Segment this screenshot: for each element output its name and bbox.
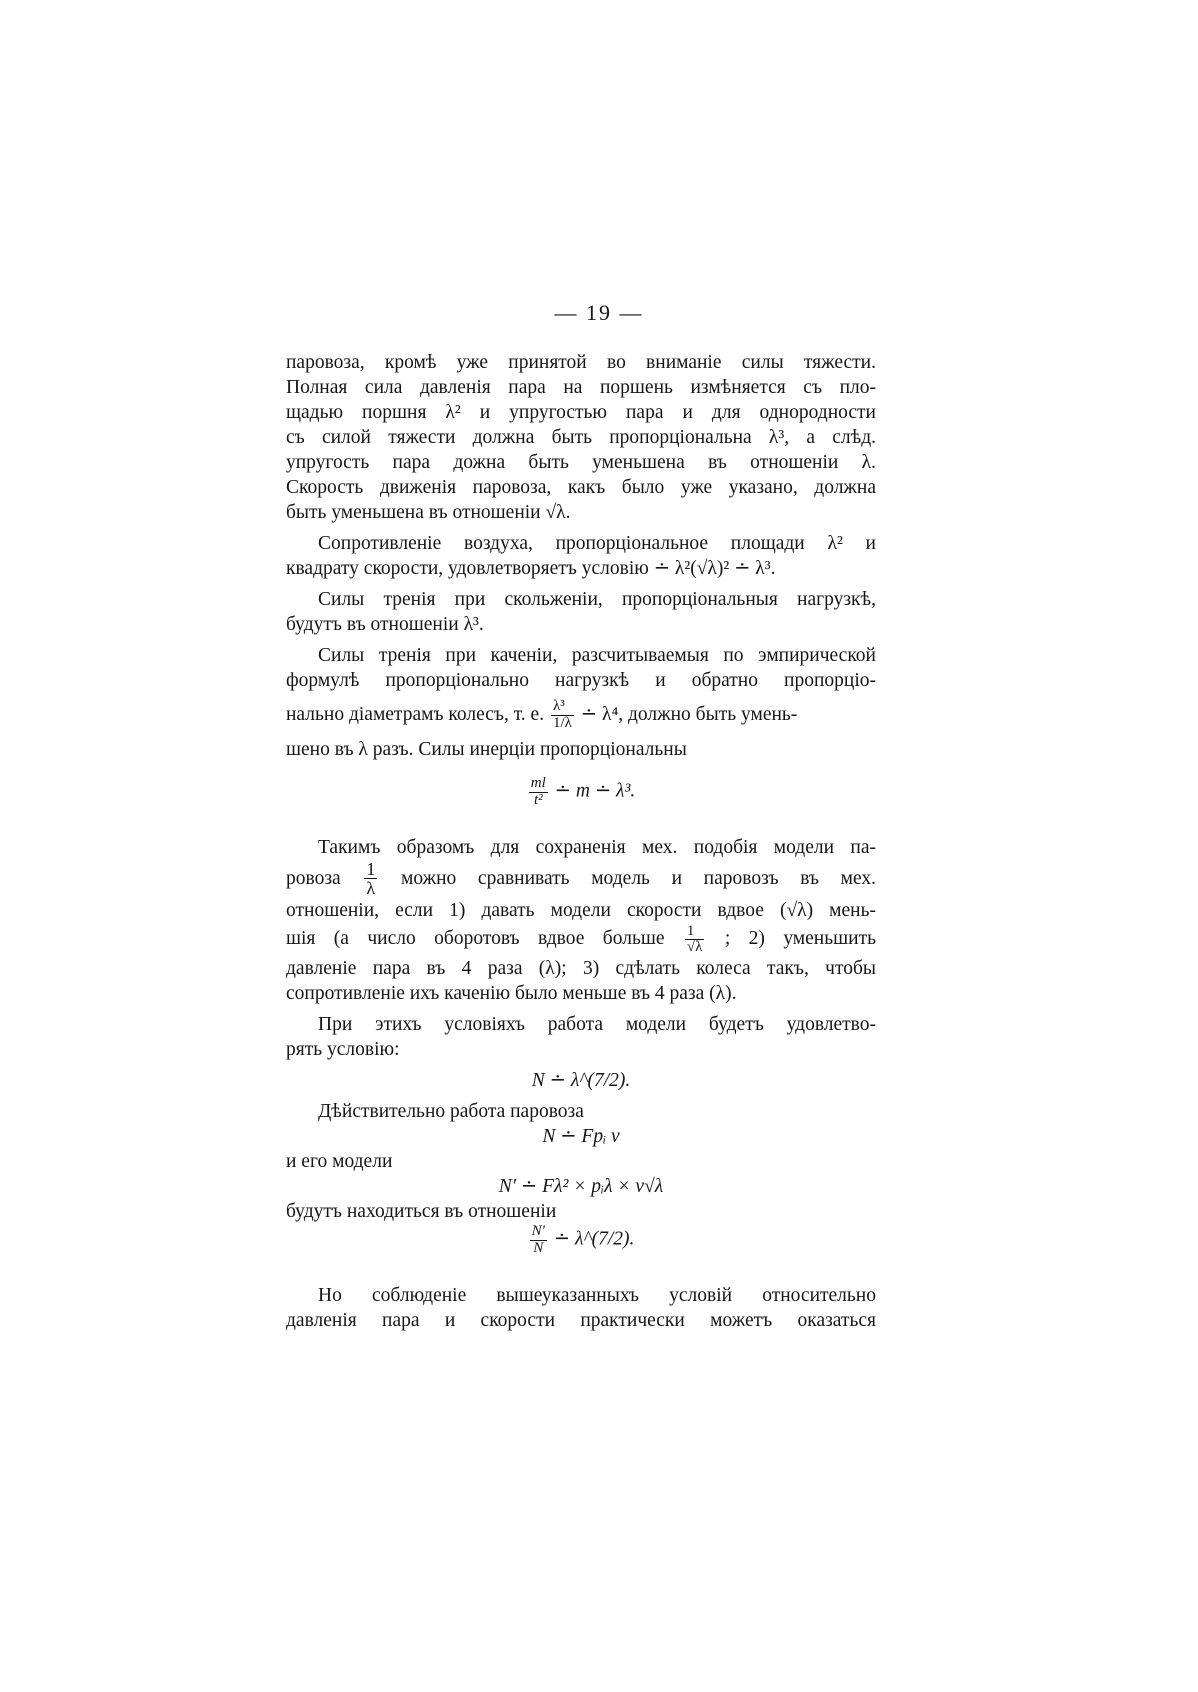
text-line: Но соблюденіе вышеуказанныхъ условій относительно (318, 1284, 876, 1306)
equation: N′ ∸ Fλ² × pᵢλ × v√λ (498, 1176, 664, 1198)
text-line: Силы тренія при каченіи, разсчитываемыя по эмпирической (318, 645, 876, 666)
text-line: быть уменьшена въ отношеніи √λ. (286, 502, 571, 523)
equation (286, 776, 876, 809)
text-line: будутъ находиться въ отношеніи (286, 1201, 557, 1223)
equation: N ∸ Fpᵢ v (542, 1126, 620, 1148)
equation-text: ∸ m ∸ λ³. (554, 780, 636, 802)
fraction-numerator: N′ (531, 1223, 545, 1240)
page-number: — 19 — (554, 300, 644, 325)
text-line: паровоза, кромѣ уже принятой во вниманіе силы тяжести. (286, 352, 876, 373)
text-line: рять условію: (286, 1039, 400, 1061)
text-line: щадью поршня λ² и упругостью пара и для однородности (286, 402, 876, 423)
text-line-with-fraction (286, 860, 876, 899)
equation: N ∸ λ^(7/2). (531, 1070, 631, 1092)
text-line: При этихъ условіяхъ работа модели будетъ удовлетво- (318, 1014, 876, 1036)
text-line: упругость пара дожна быть уменьшена въ отношеніи λ. (286, 452, 876, 473)
text-line: Такимъ образомъ для сохраненія мех. подобія модели па- (318, 836, 876, 858)
text-segment: можно сравнивать модель и паровозъ въ мех. (401, 867, 877, 889)
fraction-numerator: ml (530, 775, 546, 791)
fraction (530, 1224, 547, 1257)
fraction-denominator: √λ (686, 939, 703, 956)
page-body (286, 350, 876, 1333)
text-line: Полная сила давленія пара на поршень измѣняется съ пло- (286, 377, 876, 398)
text-line: давленіе пара въ 4 раза (λ); 3) сдѣлать колеса такъ, чтобы (286, 958, 876, 980)
fraction-denominator: λ (366, 878, 376, 899)
text-line: отношеніи, если 1) давать модели скорости вдвое (√λ) мень- (286, 900, 876, 922)
fraction-denominator: t² (533, 791, 543, 808)
text-line: Силы тренія при скольженіи, пропорціональныя нагрузкѣ, (318, 589, 876, 610)
text-segment: ; 2) уменьшить (724, 928, 876, 950)
text-line: шено въ λ разъ. Силы инерціи пропорціональны (286, 739, 687, 760)
fraction (551, 699, 574, 732)
text-line: Скорость движенія паровоза, какъ было уже указано, должна (286, 477, 876, 498)
text-line: сопротивленіе ихъ каченію было меньше въ 4 раза (λ). (286, 983, 737, 1005)
fraction (529, 776, 548, 809)
text-line: Сопротивленіе воздуха, пропорціональное площади λ² и (318, 533, 876, 554)
fraction-numerator: λ³ (551, 699, 574, 716)
text-segment: нально діаметрамъ колесъ, т. е. (286, 704, 545, 725)
text-line: и его модели (286, 1151, 393, 1173)
fraction-numerator: 1 (685, 924, 705, 941)
equation (286, 1224, 876, 1257)
fraction (364, 860, 377, 899)
fraction-numerator: 1 (366, 858, 376, 879)
equation-text: ∸ λ^(7/2). (553, 1228, 635, 1250)
text-segment: ровоза (286, 867, 341, 889)
text-line: формулѣ пропорціонально нагрузкѣ и обратно пропорціо- (286, 670, 876, 691)
text-line: съ силой тяжести должна быть пропорціональна λ³, а слѣд. (286, 427, 876, 448)
text-line: Дѣйствительно работа паровоза (318, 1101, 584, 1123)
text-line: будутъ въ отношеніи λ³. (286, 614, 484, 635)
text-segment: шія (а число оборотовъ вдвое больше (286, 928, 665, 950)
fraction-denominator: 1/λ (552, 715, 572, 732)
text-line: квадрату скорости, удовлетворяетъ условію ∸ λ²(√λ)² ∸ λ³. (286, 558, 776, 579)
text-line: давленія пара и скорости практически можетъ оказаться (286, 1309, 876, 1331)
text-segment: ∸ λ⁴, должно быть умень- (580, 704, 798, 725)
text-line-with-fraction (286, 923, 876, 956)
fraction-denominator: N (533, 1239, 544, 1256)
fraction (685, 924, 705, 957)
text-line-with-fraction (286, 693, 876, 737)
